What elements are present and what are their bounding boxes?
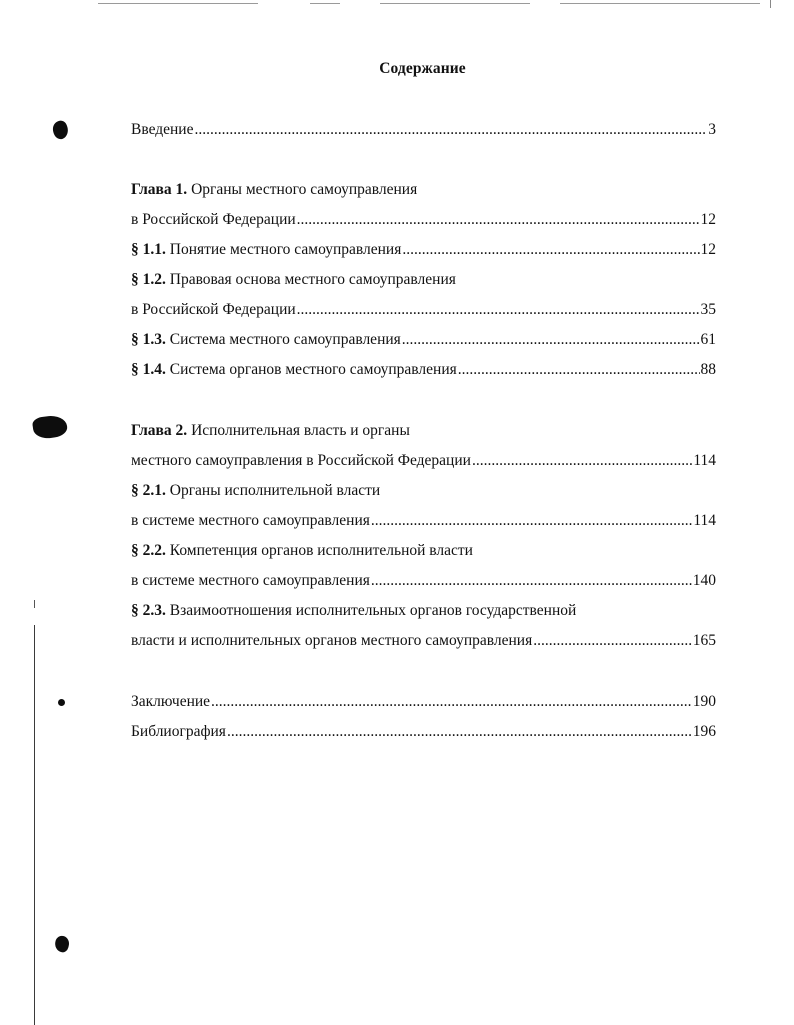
toc-entry-number: § 2.3. (131, 602, 166, 619)
toc-page-number: 114 (693, 512, 716, 529)
toc-entry-number: Глава 1. (131, 181, 188, 198)
scan-edge-line (770, 0, 771, 8)
toc-entry-number: § 1.1. (131, 241, 166, 258)
ink-blot-mark (53, 934, 71, 953)
scan-margin-mark (34, 600, 35, 608)
toc-entry-section-2-3[interactable] (131, 600, 716, 622)
toc-entry-chapter-1-cont[interactable] (131, 209, 716, 231)
toc-entry-text: Правовая основа местного самоуправления (165, 271, 456, 288)
dot-leader (211, 691, 692, 713)
toc-entry-text: Система местного самоуправления (165, 331, 401, 348)
toc-entry-section-1-3[interactable] (131, 329, 716, 351)
dot-leader (402, 329, 700, 351)
toc-entry-text: местного самоуправления в Российской Федерации (131, 452, 471, 469)
toc-entry-number: § 2.2. (131, 542, 166, 559)
toc-entry-section-2-3-cont[interactable] (131, 630, 716, 652)
toc-entry-text: Понятие местного самоуправления (165, 241, 402, 258)
dot-leader (458, 359, 700, 381)
toc-entry-section-1-2[interactable] (131, 269, 716, 291)
ink-blot-mark (58, 699, 65, 706)
toc-entry-section-1-2-cont[interactable] (131, 299, 716, 321)
toc-entry-text: Органы местного самоуправления (187, 181, 418, 198)
toc-entry-chapter-2[interactable] (131, 420, 716, 442)
toc-entry-bibliography[interactable] (131, 721, 716, 743)
dot-leader (533, 630, 692, 652)
toc-page-number: 190 (692, 693, 716, 710)
toc-entry-text: Компетенция органов исполнительной власти (165, 542, 473, 559)
toc-page-number: 114 (693, 452, 716, 469)
toc-entry-number: § 1.2. (131, 271, 166, 288)
toc-page-number: 88 (700, 361, 716, 378)
dot-leader (194, 119, 707, 141)
toc-entry-number: § 1.4. (131, 361, 166, 378)
toc-entry-number: § 2.1. (131, 482, 166, 499)
toc-entry-section-2-1-cont[interactable] (131, 510, 716, 532)
ink-blot-mark (50, 119, 70, 141)
scan-edge-line (560, 3, 760, 4)
toc-entry-text: Введение (131, 121, 194, 138)
toc-entry-text: Заключение (131, 693, 211, 710)
scan-margin-rule (34, 625, 35, 1025)
dot-leader (371, 570, 692, 592)
toc-page-number: 61 (700, 331, 716, 348)
toc-page-number: 140 (692, 572, 716, 589)
scan-edge-line (310, 3, 340, 4)
toc-page-number: 35 (700, 301, 716, 318)
toc-entry-number: Глава 2. (131, 422, 188, 439)
toc-entry-text: Исполнительная власть и органы (187, 422, 410, 439)
toc-entry-chapter-1[interactable] (131, 179, 716, 201)
page-title: Содержание (379, 60, 466, 77)
toc-entry-number: § 1.3. (131, 331, 166, 348)
toc-entry-section-1-1[interactable] (131, 239, 716, 261)
toc-page-number: 165 (692, 632, 716, 649)
toc-entry-introduction[interactable] (131, 119, 716, 141)
dot-leader (297, 209, 700, 231)
toc-entry-text: Система органов местного самоуправления (165, 361, 457, 378)
toc-entry-text: Органы исполнительной власти (165, 482, 381, 499)
toc-page-number: 12 (700, 241, 716, 258)
toc-entry-text: в Российской Федерации (131, 301, 296, 318)
dot-leader (472, 450, 692, 472)
toc-page-number: 3 (708, 121, 716, 138)
dot-leader (371, 510, 692, 532)
ink-blot-mark (32, 414, 69, 441)
toc-entry-conclusion[interactable] (131, 691, 716, 713)
toc-entry-text: власти и исполнительных органов местного самоуправления (131, 632, 533, 649)
toc-entry-text: Взаимоотношения исполнительных органов государственной (165, 602, 577, 619)
toc-entry-text: в системе местного самоуправления (131, 512, 370, 529)
toc-entry-section-1-4[interactable] (131, 359, 716, 381)
dot-leader (402, 239, 699, 261)
toc-entry-text: в системе местного самоуправления (131, 572, 370, 589)
scan-edge-line (98, 3, 258, 4)
dot-leader (297, 299, 700, 321)
scan-edge-line (380, 3, 530, 4)
toc-entry-chapter-2-cont[interactable] (131, 450, 716, 472)
toc-entry-text: в Российской Федерации (131, 211, 296, 228)
toc-entry-section-2-1[interactable] (131, 480, 716, 502)
toc-page-number: 196 (692, 723, 716, 740)
toc-page-number: 12 (700, 211, 716, 228)
toc-entry-section-2-2-cont[interactable] (131, 570, 716, 592)
dot-leader (227, 721, 692, 743)
toc-entry-section-2-2[interactable] (131, 540, 716, 562)
toc-entry-text: Библиография (131, 723, 226, 740)
